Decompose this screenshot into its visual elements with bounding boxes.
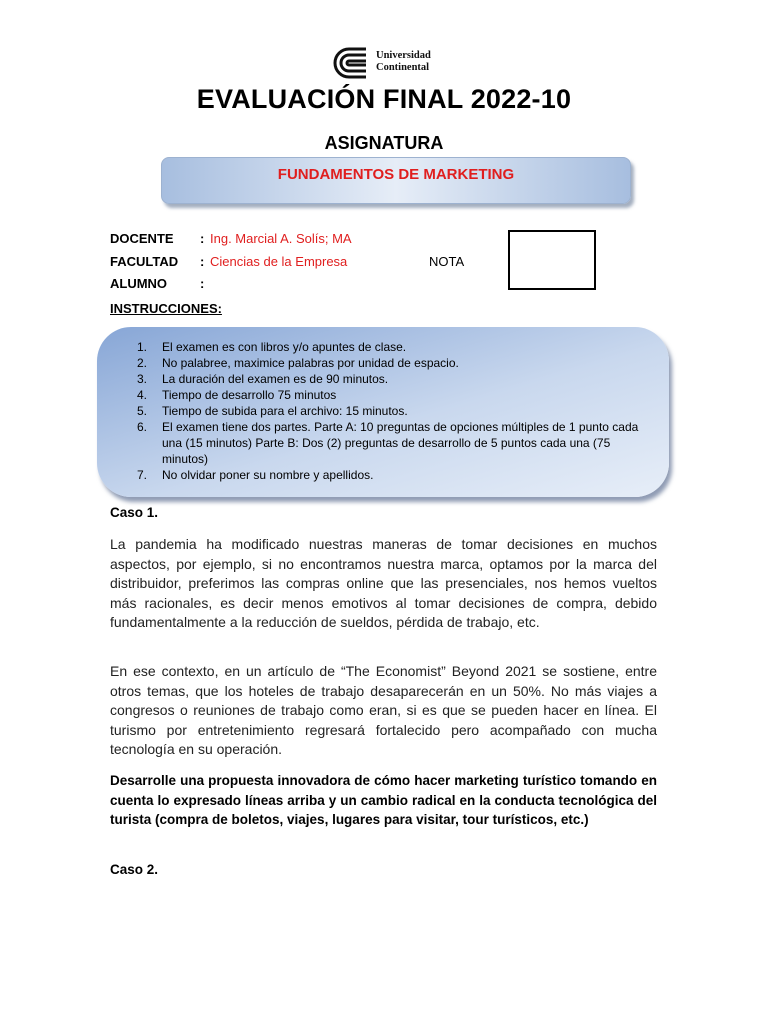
- list-item: [137, 339, 657, 355]
- list-item-text: El examen tiene dos partes. Parte A: 10 preguntas de opciones múltiples de 1 punto cada una (15 minutos) Parte B: Dos (2) preguntas de desarrollo de 5 puntos cada una (75 minutos): [162, 420, 639, 466]
- facultad-label: FACULTAD: [110, 254, 179, 269]
- facultad-colon: :: [200, 254, 205, 269]
- docente-label: DOCENTE: [110, 231, 174, 246]
- list-item: [137, 387, 657, 403]
- case-1-heading: Caso 1.: [110, 505, 159, 520]
- list-item: [137, 467, 657, 483]
- university-logo-icon: [332, 46, 370, 80]
- list-item-text: La duración del examen es de 90 minutos.: [162, 372, 389, 386]
- list-item-number: 3.: [137, 372, 148, 386]
- page-subtitle: ASIGNATURA: [324, 133, 444, 153]
- nota-box: [508, 230, 596, 290]
- subject-banner: [161, 157, 631, 204]
- university-logo: [332, 46, 442, 80]
- list-item-text: Tiempo de desarrollo 75 minutos: [162, 388, 337, 402]
- list-item-number: 2.: [137, 356, 148, 370]
- list-item-number: 5.: [137, 404, 148, 418]
- subject-name: FUNDAMENTOS DE MARKETING: [277, 166, 515, 183]
- logo-wordmark: [376, 50, 431, 74]
- docente-value: Ing. Marcial A. Solís; MA: [210, 231, 352, 246]
- case-1-task: Desarrolle una propuesta innovadora de cómo hacer marketing turístico tomando en cuenta lo expresado líneas arriba y un cambio radical en la conducta tecnológica del turista (compra de boletos, viajes, lugares para visitar, tour turísticos, etc.): [110, 773, 657, 827]
- facultad-value: Ciencias de la Empresa: [210, 254, 348, 269]
- list-item-number: 4.: [137, 388, 148, 402]
- logo-line-2: Continental: [376, 62, 430, 73]
- list-item: [137, 371, 657, 387]
- logo-line-1: Universidad: [376, 50, 431, 61]
- list-item-text: Tiempo de subida para el archivo: 15 minutos.: [162, 404, 408, 418]
- list-item-text: No olvidar poner su nombre y apellidos.: [162, 468, 374, 482]
- list-item-text: El examen es con libros y/o apuntes de clase.: [162, 340, 407, 354]
- list-item-number: 7.: [137, 468, 148, 482]
- case-2-heading: Caso 2.: [110, 862, 159, 877]
- page-title: EVALUACIÓN FINAL 2022-10: [196, 84, 572, 114]
- list-item-number: 6.: [137, 420, 148, 434]
- alumno-label: ALUMNO: [110, 276, 168, 291]
- instructions-list: [137, 339, 657, 483]
- instructions-heading: INSTRUCCIONES:: [110, 301, 222, 316]
- case-1-paragraph-1: La pandemia ha modificado nuestras maneras de tomar decisiones en muchos aspectos, por ejemplo, si no encontramos nuestra marca, optamos por la marca del distribuidor, preferimos las compras online que las presenciales, nos hemos vueltos más racionales, es decir menos emotivos al tomar decisiones de compra, debido fundamentalmente a la reducción de sueldos, pérdida de trabajo, etc.: [110, 536, 657, 630]
- list-item: [137, 403, 657, 419]
- list-item-number: 1.: [137, 340, 148, 354]
- nota-label: NOTA: [429, 254, 465, 269]
- docente-colon: :: [200, 231, 205, 246]
- list-item: [137, 355, 657, 371]
- list-item-text: No palabree, maximice palabras por unidad de espacio.: [162, 356, 459, 370]
- list-item: [137, 419, 657, 467]
- alumno-colon: :: [200, 276, 205, 291]
- case-1-paragraph-2: En ese contexto, en un artículo de “The Economist” Beyond 2021 se sostiene, entre otros temas, que los hoteles de trabajo desaparecerán en un 50%. No más viajes a congresos o reuniones de trabajo como eran, si es que se pueden hacer en línea. El turismo por entretenimiento regresará fortalecido pero acompañado con mucha tecnología en su operación.: [110, 663, 657, 757]
